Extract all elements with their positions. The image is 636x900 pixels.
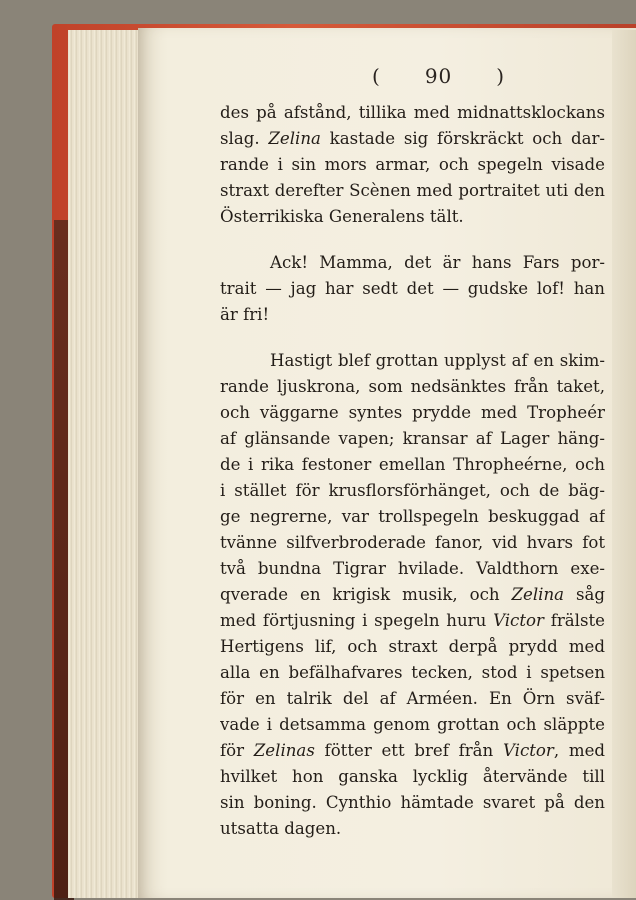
text-line: des på afstånd, tillika med midnattsklockans	[220, 103, 605, 122]
paragraph-gap	[220, 328, 605, 348]
text-line: rande i sin mors armar, och spegeln visade	[220, 155, 605, 174]
bracket-open: (	[372, 64, 381, 88]
paragraph	[220, 348, 605, 842]
paragraph-gap	[220, 230, 605, 250]
text-line: straxt derefter Scènen med portraitet uti den	[220, 181, 605, 200]
text-line: i stället för krusflorsförhänget, och de bäg-	[220, 481, 605, 500]
page-edge	[612, 30, 636, 898]
text-line: tvänne silfverbroderade fanor, vid hvars fot	[220, 533, 605, 552]
text-line: de i rika festoner emellan Thropheérne, och	[220, 455, 605, 474]
text-line: för Zelinas fötter ett bref från Victor, med	[220, 741, 605, 760]
text-line: af glänsande vapen; kransar af Lager häng-	[220, 429, 605, 448]
text-line: Ack! Mamma, det är hans Fars por-	[270, 253, 605, 272]
bracket-close: )	[496, 64, 506, 88]
text-line: slag. Zelina kastade sig förskräckt och dar-	[220, 129, 605, 148]
text-line: med förtjusning i spegeln huru Victor frälste	[220, 611, 605, 630]
text-line: sin boning. Cynthio hämtade svaret på den	[220, 793, 605, 812]
paragraph	[220, 250, 605, 328]
text-line: vade i detsamma genom grottan och släppte	[220, 715, 605, 734]
text-line: utsatta dagen.	[220, 819, 342, 838]
text-line: och väggarne syntes prydde med Tropheér	[220, 403, 605, 422]
text-line: är fri!	[220, 305, 270, 324]
text-line: rande ljuskrona, som nedsänktes från taket,	[220, 377, 605, 396]
text-line: trait — jag har sedt det — gudske lof! han	[220, 279, 605, 298]
text-line: Hastigt blef grottan upplyst af en skim-	[270, 351, 605, 370]
text-line: två bundna Tigrar hvilade. Valdthorn exe-	[220, 559, 605, 578]
body-text	[220, 100, 605, 842]
text-line: ge negrerne, var trollspegeln beskuggad af	[220, 507, 605, 526]
text-line: alla en befälhafvares tecken, stod i spetsen	[220, 663, 605, 682]
text-line: hvilket hon ganska lycklig återvände till	[220, 767, 605, 786]
text-line: Österrikiska Generalens tält.	[220, 207, 464, 226]
paragraph	[220, 100, 605, 230]
page-header	[350, 64, 527, 88]
text-line: för en talrik del af Arméen. En Örn sväf-	[220, 689, 605, 708]
page-number: 90	[424, 64, 453, 88]
page-stack	[68, 30, 148, 898]
text-line: qverade en krigisk musik, och Zelina såg	[220, 585, 605, 604]
text-line: Hertigens lif, och straxt derpå prydd med	[220, 637, 605, 656]
